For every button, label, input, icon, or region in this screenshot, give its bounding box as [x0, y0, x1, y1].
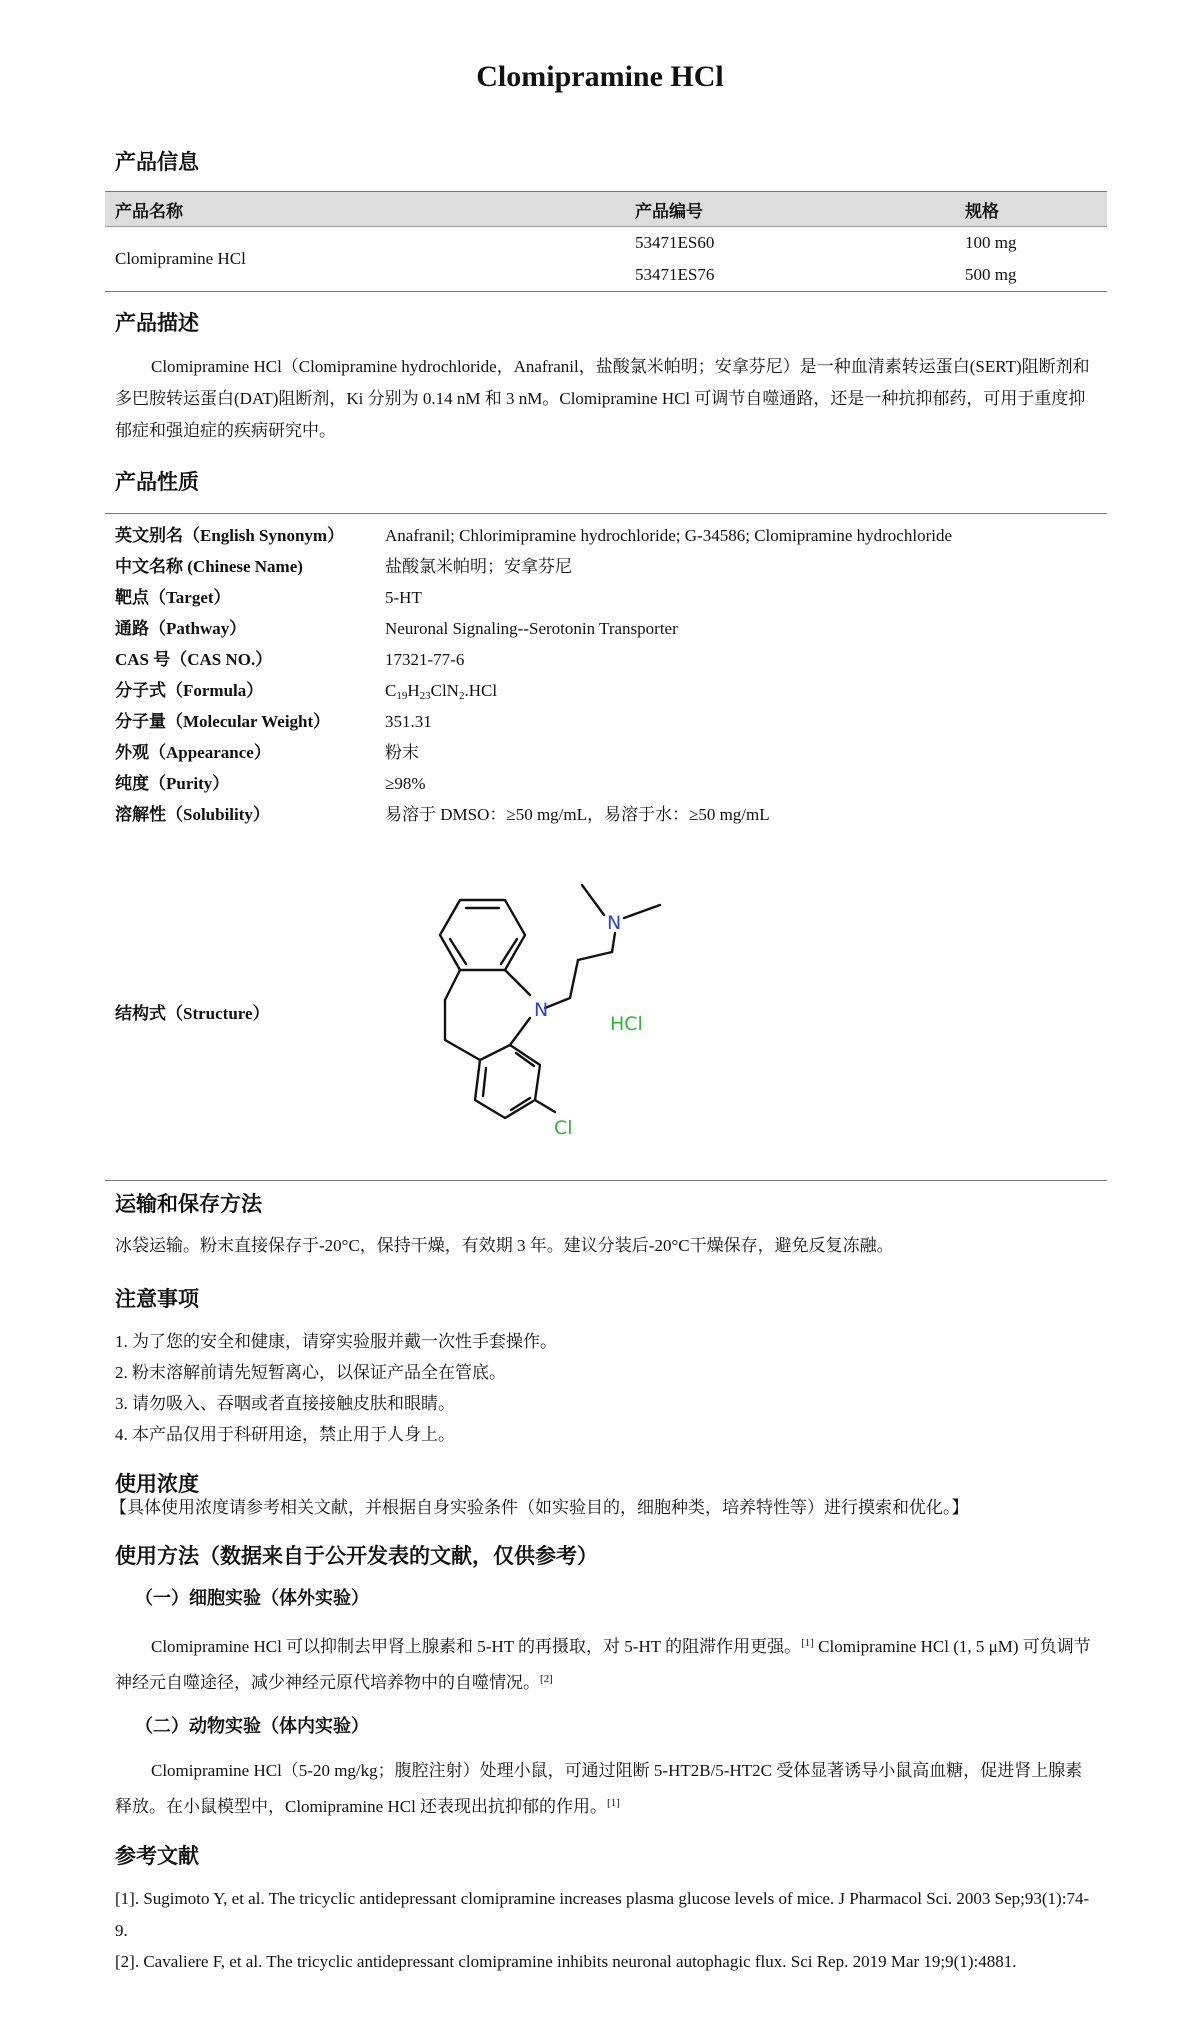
- cell-experiment-heading: （一）细胞实验（体外实验）: [135, 1588, 369, 1608]
- storage-heading: 运输和保存方法: [115, 1192, 262, 1216]
- formula-value: $C_{19}H_{23}ClN_2.HCl$: [385, 681, 498, 702]
- product-code-cell: 53471ES76: [625, 259, 955, 292]
- property-value: 盐酸氯米帕明；安拿芬尼: [385, 557, 572, 576]
- storage-text: 冰袋运输。粉末直接保存于-20°C，保持干燥，有效期 3 年。建议分装后-20°C干燥保存，避免反复冻融。: [115, 1236, 894, 1255]
- cell-experiment-text: Clomipramine HCl 可以抑制去甲肾上腺素和 5-HT 的再摄取，对 5-HT 的阻滞作用更强。[1] Clomipramine HCl (1, 5 μM) 可负调节神经元自噬途径，减少神经元原代培养物中的自噬情况。[2]: [115, 1637, 1091, 1692]
- list-item: 4. 本产品仅用于科研用途，禁止用于人身上。: [115, 1425, 455, 1444]
- header-product-name: 产品名称: [105, 192, 625, 227]
- property-value: 351.31: [385, 712, 432, 731]
- table-header-row: [105, 192, 1107, 227]
- product-size-cell: 500 mg: [955, 259, 1107, 292]
- header-product-size: 规格: [955, 192, 1107, 227]
- property-key: 纯度（Purity）: [115, 774, 230, 793]
- list-item: 3. 请勿吸入、吞咽或者直接接触皮肤和眼睛。: [115, 1394, 455, 1413]
- property-value: 17321-77-6: [385, 650, 465, 669]
- product-info-heading: 产品信息: [115, 150, 199, 174]
- property-key: 外观（Appearance）: [115, 743, 271, 762]
- concentration-heading: 使用浓度: [115, 1472, 199, 1496]
- citation: [1]: [607, 1797, 620, 1809]
- amine-nitrogen-label: N: [607, 912, 622, 934]
- page-title: Clomipramine HCl: [476, 60, 724, 93]
- structure-label: 结构式（Structure）: [115, 1004, 270, 1023]
- description-text: Clomipramine HCl（Clomipramine hydrochloride，Anafranil，盐酸氯米帕明；安拿芬尼）是一种血清素转运蛋白(SERT)阻断剂和多巴胺转运蛋白(DAT)阻断剂，Ki 分别为 0.14 nM 和 3 nM。Clomipramine HCl 可调节自噬通路，还是一种抗抑郁药，可用于重度抑郁症和强迫症的疾病研究中。: [115, 357, 1090, 440]
- list-item: 1. 为了您的安全和健康，请穿实验服并戴一次性手套操作。: [115, 1332, 557, 1351]
- property-key: 溶解性（Solubility）: [115, 805, 270, 824]
- reference-item: [2]. Cavaliere F, et al. The tricyclic antidepressant clomipramine inhibits neuronal autophagic flux. Sci Rep. 2019 Mar 19;9(1):4881.: [115, 1952, 1017, 1971]
- property-key: 中文名称 (Chinese Name): [115, 557, 303, 576]
- references-heading: 参考文献: [115, 1844, 199, 1868]
- reference-item: [1]. Sugimoto Y, et al. The tricyclic antidepressant clomipramine increases plasma glucose levels of mice. J Pharmacol Sci. 2003 Sep;93(1):74-9.: [115, 1889, 1090, 1940]
- properties-heading: 产品性质: [115, 470, 199, 494]
- list-item: 2. 粉末溶解前请先短暂离心，以保证产品全在管底。: [115, 1363, 506, 1382]
- citation: [1]: [801, 1637, 814, 1649]
- animal-experiment-heading: （二）动物实验（体内实验）: [135, 1716, 369, 1736]
- property-key: 英文别名（English Synonym）: [115, 526, 345, 545]
- upper-benzene-ring: [440, 900, 525, 970]
- citation: [2]: [540, 1673, 553, 1685]
- header-product-code: 产品编号: [625, 192, 955, 227]
- table-row: [105, 227, 1107, 260]
- property-key: 分子式（Formula）: [115, 681, 264, 700]
- description-heading: 产品描述: [115, 311, 199, 335]
- chlorine-label: Cl: [554, 1117, 573, 1139]
- property-value: 5-HT: [385, 588, 422, 607]
- product-name-cell: Clomipramine HCl: [105, 227, 625, 292]
- hcl-label: HCl: [610, 1013, 643, 1035]
- chemical-structure: [420, 860, 720, 1150]
- property-value: Neuronal Signaling--Serotonin Transporter: [385, 619, 678, 638]
- property-value: ≥98%: [385, 774, 426, 793]
- property-key: 通路（Pathway）: [115, 619, 247, 638]
- property-key: 分子量（Molecular Weight）: [115, 712, 331, 731]
- animal-experiment-text: Clomipramine HCl（5-20 mg/kg；腹腔注射）处理小鼠，可通过阻断 5-HT2B/5-HT2C 受体显著诱导小鼠高血糖，促进肾上腺素释放。在小鼠模型中，Clomipramine HCl 还表现出抗抑郁的作用。[1]: [115, 1761, 1083, 1816]
- property-value: Anafranil; Chlorimipramine hydrochloride; G-34586; Clomipramine hydrochloride: [385, 526, 953, 545]
- ring-nitrogen-label: N: [534, 999, 549, 1021]
- product-info-table: [105, 191, 1107, 292]
- property-key: CAS 号（CAS NO.）: [115, 650, 273, 669]
- product-size-cell: 100 mg: [965, 233, 1017, 252]
- property-value: 粉末: [385, 743, 419, 762]
- property-value: 易溶于 DMSO：≥50 mg/mL，易溶于水：≥50 mg/mL: [385, 805, 770, 824]
- concentration-text: 【具体使用浓度请参考相关文献，并根据自身实验条件（如实验目的，细胞种类，培养特性等）进行摸索和优化。】: [110, 1498, 969, 1517]
- property-key: 靶点（Target）: [115, 588, 231, 607]
- product-code-cell: 53471ES60: [635, 233, 715, 252]
- notes-heading: 注意事项: [115, 1287, 199, 1311]
- usage-heading: 使用方法（数据来自于公开发表的文献，仅供参考）: [115, 1544, 598, 1568]
